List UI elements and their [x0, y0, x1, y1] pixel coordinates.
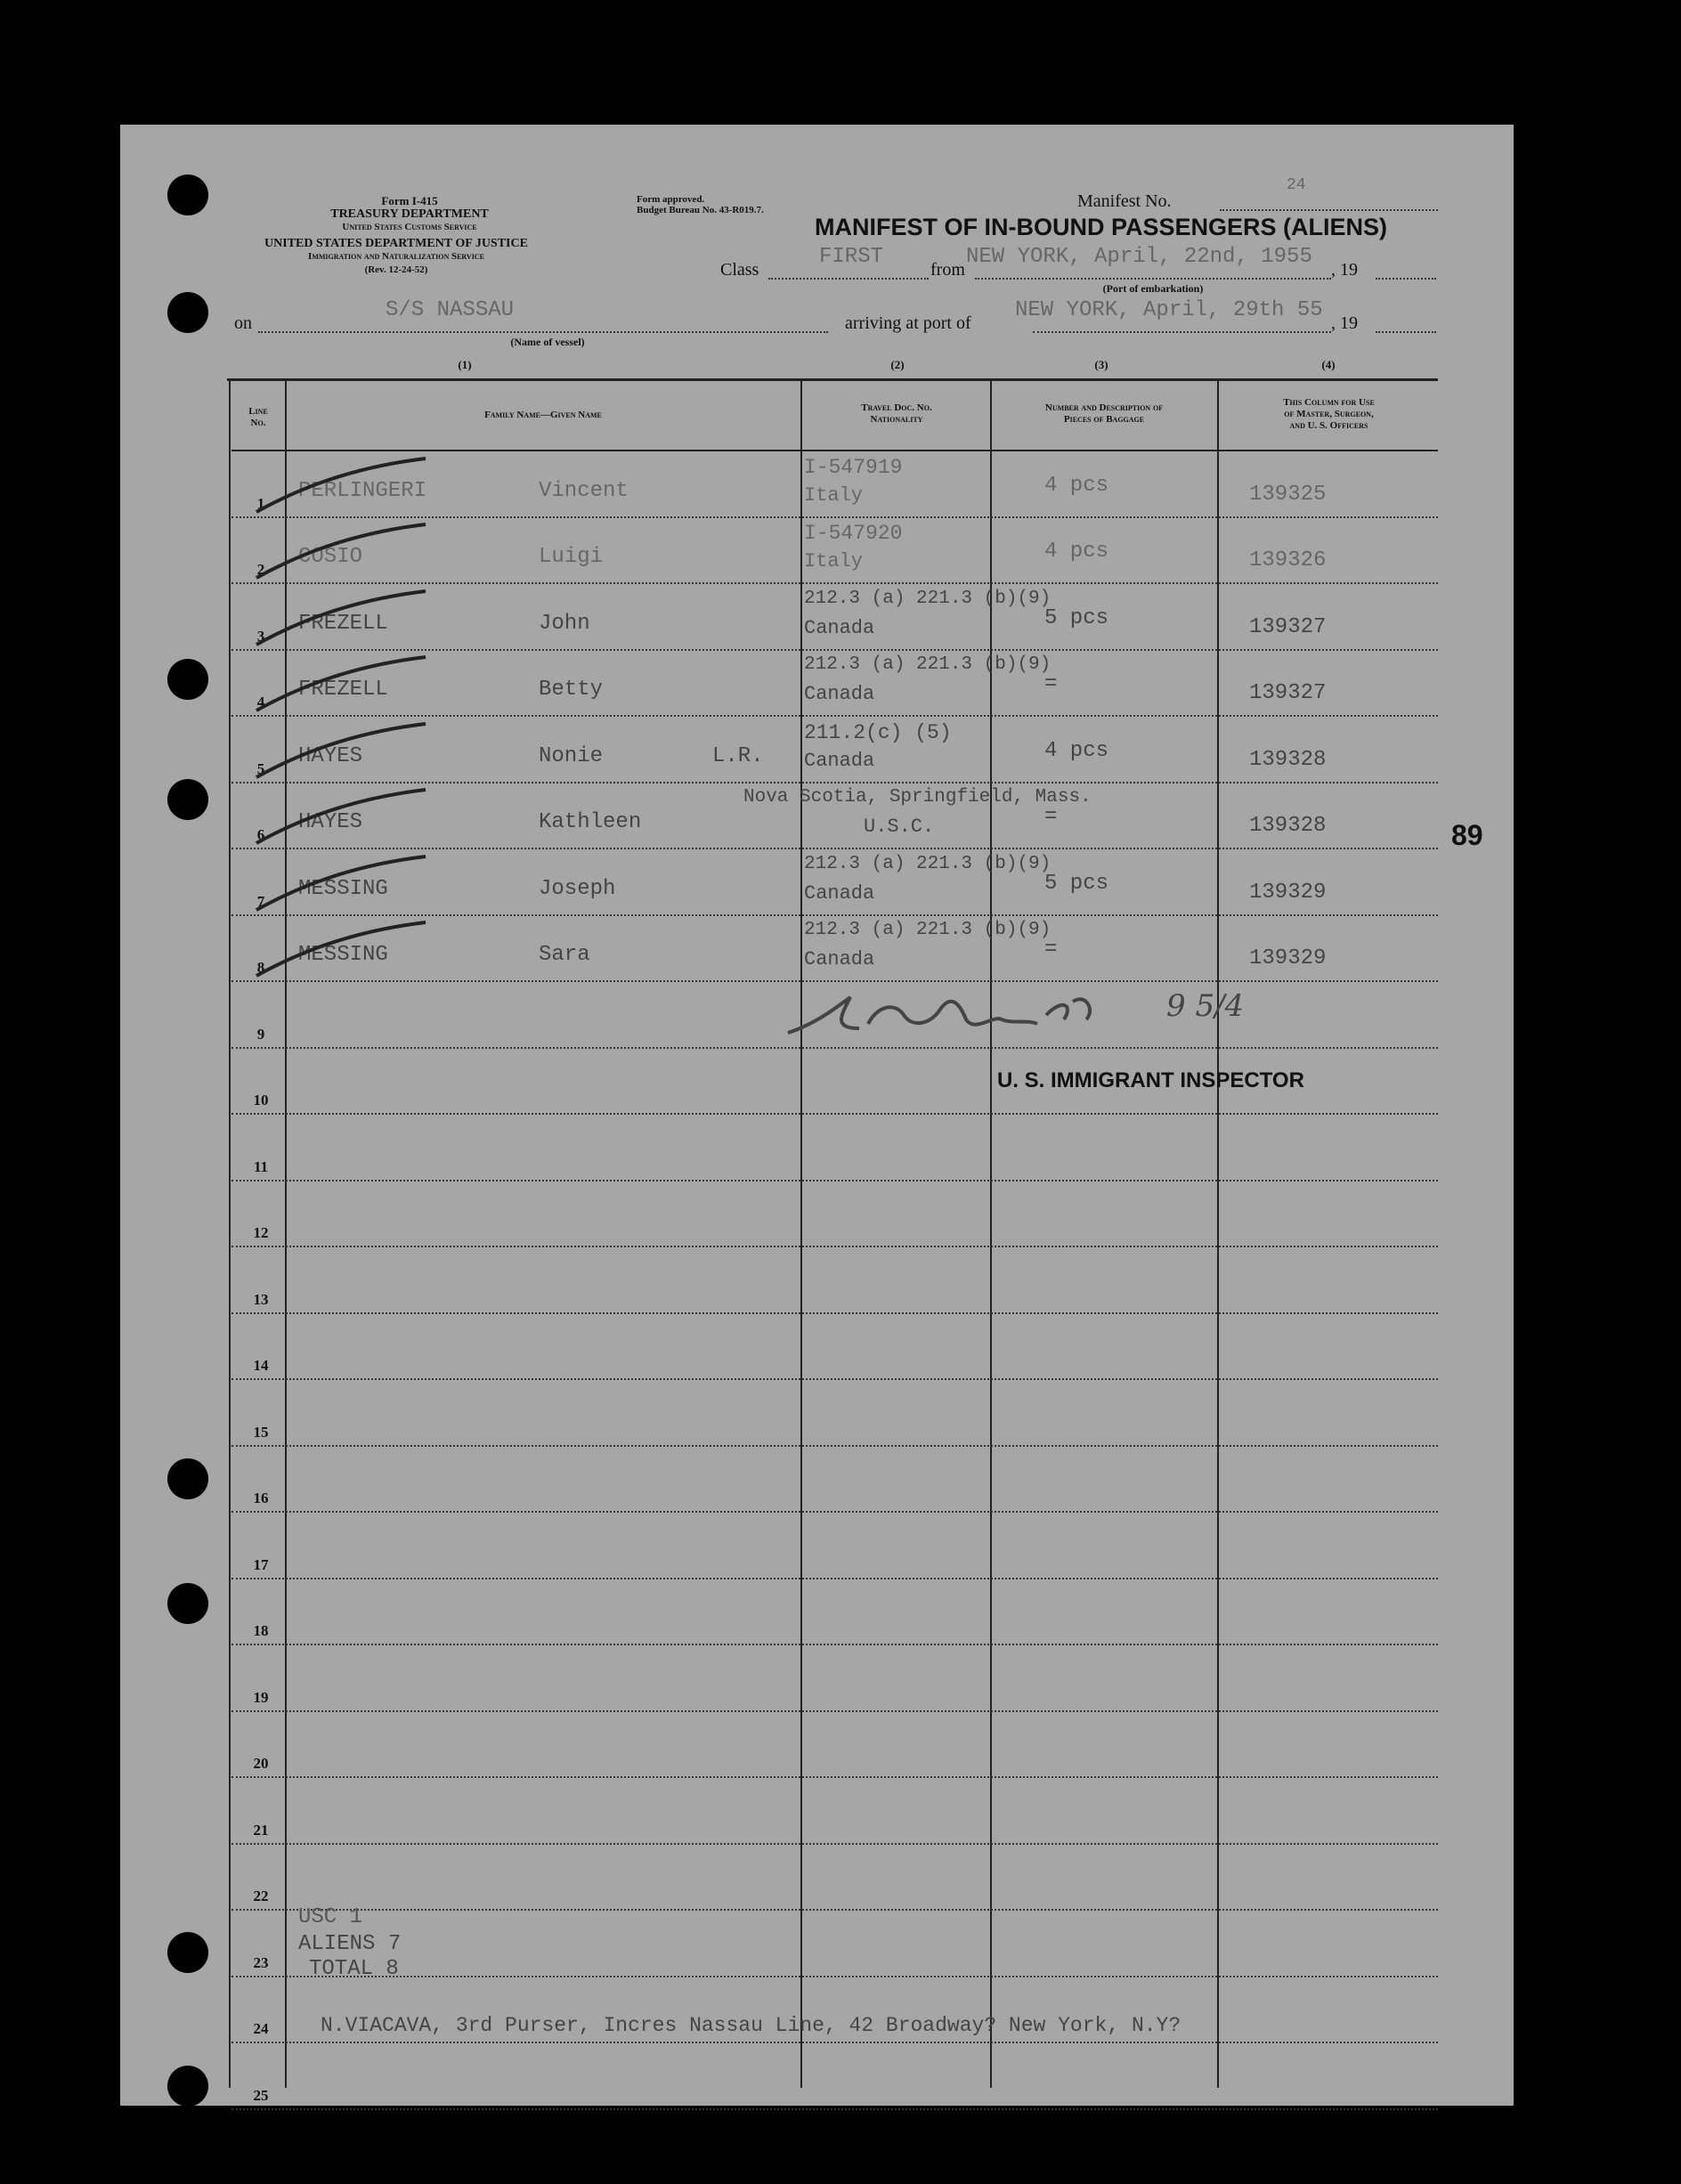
passenger-travel-doc: I-547919: [804, 456, 903, 479]
checkmark-stroke-icon: [252, 653, 430, 715]
revision: (Rev. 12-24-52): [364, 264, 428, 275]
travel-header-2: Nationality: [870, 414, 923, 425]
passenger-family-name: MESSING: [298, 877, 388, 901]
row-line: [231, 1976, 1438, 1977]
row-line: [231, 2042, 1438, 2043]
col-num-4: (4): [1321, 358, 1336, 371]
passenger-travel-doc: 212.3 (a) 221.3 (b)(9): [804, 854, 1052, 874]
row-line: [231, 1511, 1438, 1513]
line-number: 25: [253, 2087, 269, 2104]
passenger-nationality: U.S.C.: [864, 816, 935, 838]
checkmark-stroke-icon: [252, 719, 430, 782]
passenger-nationality: Canada: [804, 750, 875, 772]
row-line: [231, 516, 1438, 518]
form-approved-block: [637, 194, 868, 215]
line-number: 6: [256, 826, 265, 843]
binder-hole-5: [167, 1458, 208, 1499]
passenger-baggage: =: [1044, 938, 1058, 962]
passenger-officer-number: 139327: [1249, 681, 1327, 705]
binder-hole-8: [167, 2066, 208, 2107]
passenger-officer-number: 139325: [1249, 483, 1327, 507]
line-number: 12: [253, 1224, 269, 1241]
totals-total: TOTAL 8: [309, 1957, 399, 1981]
manifest-no-line: [1220, 209, 1438, 211]
row-line: [231, 1776, 1438, 1778]
justice-block: [227, 237, 565, 277]
col-num-3: (3): [1094, 358, 1108, 371]
passenger-travel-doc: 212.3 (a) 221.3 (b)(9): [804, 589, 1052, 609]
passenger-given-name: Sara: [539, 943, 590, 967]
binder-hole-1: [167, 175, 208, 215]
totals-usc: USC 1: [298, 1905, 363, 1929]
baggage-header-1: Number and Description of: [1044, 402, 1164, 413]
passenger-given-name: Nonie: [539, 744, 604, 768]
passenger-nationality: Canada: [804, 683, 875, 705]
line-number: 23: [253, 1954, 269, 1971]
form-approved: Form approved.: [637, 194, 705, 205]
class-label: Class: [720, 260, 759, 280]
passenger-family-name: FREZELL: [298, 678, 388, 702]
passenger-extra: L.R.: [712, 744, 764, 768]
row-line: [231, 848, 1438, 849]
class-year-suffix: , 19: [1331, 260, 1358, 280]
line-number: 21: [253, 1822, 269, 1839]
inspector-date: 9 5/4: [1166, 988, 1245, 1024]
line-number: 16: [253, 1490, 269, 1506]
line-number: 20: [253, 1755, 269, 1772]
line-header-2: No.: [250, 418, 266, 428]
line-number: 8: [256, 959, 265, 976]
passenger-baggage: 5 pcs: [1044, 606, 1109, 630]
checkmark-stroke-icon: [252, 454, 430, 516]
binder-hole-3: [167, 659, 208, 700]
col-num-1: (1): [458, 358, 472, 371]
name-header: Family Name—Given Name: [484, 410, 602, 420]
passenger-family-name: HAYES: [298, 744, 363, 768]
row-line: [231, 1180, 1438, 1181]
binder-hole-2: [167, 292, 208, 333]
officers-header: [1220, 397, 1438, 432]
port-embark-caption: (Port of embarkation): [1102, 282, 1204, 295]
passenger-family-name: HAYES: [298, 810, 363, 834]
row-line: [231, 1710, 1438, 1712]
line-number: 1: [256, 495, 265, 512]
passenger-officer-number: 139327: [1249, 615, 1327, 639]
purser-line: N.VIACAVA, 3rd Purser, Incres Nassau Line, 42 Broadway? New York, N.Y?: [321, 2014, 1182, 2037]
passenger-baggage: 4 pcs: [1044, 474, 1109, 498]
row-line: [231, 1113, 1438, 1115]
form-number-block: [285, 194, 534, 234]
table-top-line: [227, 378, 1438, 381]
row-line: [231, 2108, 1438, 2110]
passenger-travel-doc: 211.2(c) (5): [804, 721, 952, 744]
line-number: 19: [253, 1689, 269, 1706]
passenger-travel-doc: I-547920: [804, 522, 903, 545]
officers-header-2: of Master, Surgeon,: [1284, 409, 1374, 419]
row-line: [231, 582, 1438, 584]
from-value: NEW YORK, April, 22nd, 1955: [966, 245, 1312, 269]
doc-divider: [990, 378, 992, 2088]
officers-header-1: This Column for Use: [1283, 397, 1375, 408]
justice-dept: UNITED STATES DEPARTMENT OF JUSTICE: [264, 237, 528, 250]
baggage-header-2: Pieces of Baggage: [1063, 414, 1145, 425]
form-number: Form I-415: [381, 194, 438, 207]
vessel-value: S/S NASSAU: [386, 298, 515, 322]
passenger-baggage: =: [1044, 672, 1058, 696]
manifest-title: MANIFEST OF IN-BOUND PASSENGERS (ALIENS): [815, 214, 1388, 240]
row-line: [231, 715, 1438, 717]
name-divider: [800, 378, 802, 2088]
row-line: [231, 1909, 1438, 1911]
passenger-travel-doc: 212.3 (a) 221.3 (b)(9): [804, 654, 1052, 675]
checkmark-stroke-icon: [252, 852, 430, 914]
passenger-family-name: PERLINGERI: [298, 479, 427, 503]
arriving-label: arriving at port of: [845, 313, 971, 333]
binder-hole-4: [167, 779, 208, 820]
inspector-label: U. S. IMMIGRANT INSPECTOR: [997, 1068, 1304, 1092]
passenger-officer-number: 139326: [1249, 548, 1327, 572]
baggage-header: [993, 402, 1215, 426]
passenger-officer-number: 139328: [1249, 748, 1327, 772]
col-num-2: (2): [890, 358, 905, 371]
passenger-travel-doc: 212.3 (a) 221.3 (b)(9): [804, 920, 1052, 940]
row-line: [231, 1445, 1438, 1447]
row-line: [231, 1644, 1438, 1645]
passenger-baggage: 5 pcs: [1044, 872, 1109, 896]
totals-aliens: ALIENS 7: [298, 1932, 402, 1956]
manifest-no-label: Manifest No.: [1077, 191, 1172, 211]
line-number: 2: [256, 561, 265, 578]
row-line: [231, 649, 1438, 651]
passenger-officer-number: 139329: [1249, 946, 1327, 970]
passenger-given-name: Joseph: [539, 877, 616, 901]
line-number: 10: [253, 1092, 269, 1108]
line-number: 22: [253, 1888, 269, 1904]
passenger-officer-number: 139329: [1249, 881, 1327, 905]
checkmark-stroke-icon: [252, 587, 430, 649]
officers-header-3: and U. S. Officers: [1289, 420, 1368, 431]
row-line: [231, 914, 1438, 916]
row-line: [231, 1246, 1438, 1247]
row-line: [231, 1312, 1438, 1314]
line-number: 17: [253, 1556, 269, 1573]
binder-hole-7: [167, 1932, 208, 1973]
row-line: [231, 1578, 1438, 1579]
arriving-year-suffix: , 19: [1331, 313, 1358, 333]
line-number: 5: [256, 760, 265, 777]
customs-service: United States Customs Service: [342, 222, 477, 232]
passenger-family-name: COSIO: [298, 545, 363, 569]
passenger-nationality: Italy: [804, 550, 864, 572]
vessel-line: [258, 331, 828, 333]
line-number: 13: [253, 1291, 269, 1308]
line-header-1: Line: [248, 406, 268, 417]
line-number: 15: [253, 1424, 269, 1441]
row-line: [231, 782, 1438, 783]
line-number: 7: [256, 893, 265, 910]
travel-header: [804, 402, 989, 426]
passenger-family-name: MESSING: [298, 943, 388, 967]
budget-bureau: Budget Bureau No. 43-R019.7.: [637, 205, 764, 215]
passenger-officer-number: 139328: [1249, 814, 1327, 838]
line-number: 11: [253, 1158, 269, 1175]
line-number: 18: [253, 1622, 269, 1639]
binder-hole-6: [167, 1583, 208, 1624]
passenger-baggage: 4 pcs: [1044, 540, 1109, 564]
class-value: FIRST: [819, 245, 884, 269]
row-line: [231, 1378, 1438, 1380]
header-bottom-line: [231, 450, 1438, 451]
row-line: [231, 1843, 1438, 1845]
line-number: 24: [253, 2020, 269, 2037]
line-number: 3: [256, 628, 265, 645]
left-border: [229, 378, 231, 2088]
on-label: on: [234, 313, 252, 333]
passenger-nationality: Canada: [804, 882, 875, 905]
checkmark-stroke-icon: [252, 785, 430, 848]
passenger-family-name: FREZELL: [298, 612, 388, 636]
arriving-line: [1033, 331, 1331, 333]
passenger-travel-doc: Nova Scotia, Springfield, Mass.: [743, 787, 1092, 808]
passenger-given-name: Kathleen: [539, 810, 642, 834]
arriving-value: NEW YORK, April, 29th 55: [1015, 298, 1323, 322]
passenger-baggage: 4 pcs: [1044, 739, 1109, 763]
passenger-baggage: =: [1044, 805, 1058, 829]
from-line: [975, 278, 1331, 280]
treasury-dept: TREASURY DEPARTMENT: [330, 207, 489, 221]
passenger-nationality: Canada: [804, 617, 875, 639]
vessel-caption: (Name of vessel): [510, 336, 585, 348]
class-line: [768, 278, 929, 280]
passenger-nationality: Italy: [804, 484, 864, 507]
checkmark-stroke-icon: [252, 520, 430, 582]
from-label: from: [930, 260, 965, 280]
manifest-page: [120, 125, 1514, 2106]
line-number: 9: [256, 1026, 265, 1043]
baggage-divider: [1217, 378, 1219, 2088]
line-no-header: [231, 406, 285, 429]
line-number: 14: [253, 1357, 269, 1374]
travel-header-1: Travel Doc. No.: [861, 402, 932, 413]
ins: Immigration and Naturalization Service: [308, 251, 484, 262]
passenger-given-name: John: [539, 612, 590, 636]
checkmark-stroke-icon: [252, 918, 430, 980]
manifest-no-value: 24: [1287, 176, 1306, 194]
passenger-given-name: Vincent: [539, 479, 629, 503]
passenger-given-name: Luigi: [539, 545, 604, 569]
arriving-year-line: [1376, 331, 1436, 333]
margin-number: 89: [1451, 819, 1483, 851]
passenger-given-name: Betty: [539, 678, 604, 702]
class-year-line: [1376, 278, 1436, 280]
passenger-nationality: Canada: [804, 948, 875, 970]
line-number: 4: [256, 694, 265, 710]
